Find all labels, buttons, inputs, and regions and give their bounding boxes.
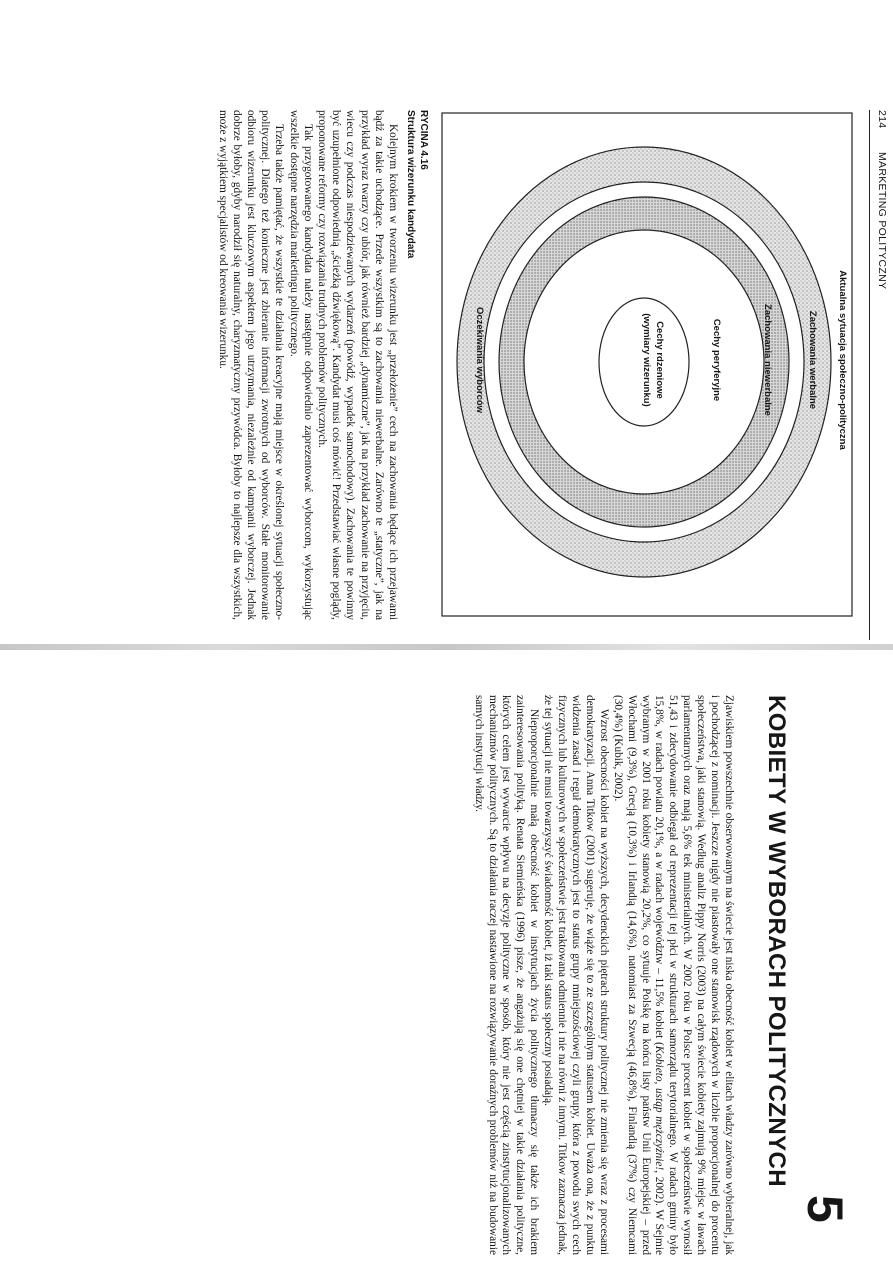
label-outer-situation: Aktualna sytuacja społeczno-polityczna [837, 270, 848, 450]
paragraph: Tak przygotowanego kandydata należy następnie odpowiednio zaprezentować wyborcom, wykorzystując wszelkie dostępne narzędzia marketingu politycznego. [287, 110, 314, 620]
running-head-rule [869, 110, 870, 640]
paragraph: Wzrost obecności kobiet na wyższych, decydenckich piętrach struktury politycznej nie zmienia się wraz z procesami demokratyzacji. Anna Titkow (2001) sugeruje, że wiąże się to ze szczególnym statusem kobiet. Uważa ona, że z punktu widzenia zasad i reguł demokratycznych jest to status grupy mniejszościowej czyli grupy, która z powodu swych cech fizycznych lub kulturowych w społeczeństwie jest traktowana odmiennie i nie na równi z innymi. Titkow zaznacza jednak, że tej sytuacji nie musi towarzyszyć świadomość kobiet, iż taki status społeczny posiadają. [542, 695, 610, 1255]
page-214 [40, 110, 890, 640]
label-nonverbal: Zachowania niewerbalne [762, 304, 773, 416]
top-page-body [215, 110, 400, 620]
caption-label: RYCINA 4.16 [418, 110, 429, 170]
running-head-title: MARKETING POLITYCZNY [876, 152, 888, 290]
chapter-title: KOBIETY W WYBORACH POLITYCZNYCH [763, 695, 790, 1187]
paragraph [610, 695, 735, 1255]
scan-gutter [0, 644, 893, 650]
running-head [870, 110, 890, 640]
label-voter-expectations: Oczekiwania wyborców [474, 306, 485, 414]
paragraph: Nieproporcjonalnie małą obecność kobiet w instytucjach życia politycznego tłumaczy się także ich brakiem zainteresowania polityką. Renata Siemieńska (1996) pisze, że angażują się one chętniej w takie działania polityczne, których celem jest wywarcie wpływu na decyzje polityczne w sposób, który nie jest częścią zinstytucjonalizowanych mechanizmów politycznych. Są to działania raczej nastawione na rozwiązywanie doraźnych problemów niż na budowanie samych instytucji władzy. [472, 695, 541, 1255]
label-peripheral: Cechy peryferyjne [711, 318, 722, 402]
chapter-5-page [25, 695, 885, 1255]
paragraph: Trzeba także pamiętać, że wszystkie te działania kreacyjne mają miejsce w określonej sytuacji społeczno-politycznej. Dlatego też konieczne jest zbieranie informacji zwrotnych od wyborców. Stałe monitorowanie odbioru wizerunku jest kluczowym aspektem jego utrzymania, niezależnie od kampanii wyborczej. Jednak dobrze byłoby, gdyby narodził się naturalny, charyzmatyczny przywódca. Byłoby to najlepsze dla wszystkich, może z wyjątkiem specjalistów od kreowania wizerunku. [216, 110, 286, 620]
paragraph: Kolejnym krokiem w tworzeniu wizerunku jest „przełożenie” cech na zachowania będące ich przejawami bądź za takie uchodzące. Przede wszystkim są to zachowania niewerbalne. Zarówno te „statyczne”, jak na przykład wyraz twarzy czy ubiór, jak również bardziej „dynamiczne”, jak na przykład zachowanie na przyjęciu, wiecu czy podczas niespodziewanych wydarzeń (powódź, wypadek samochodowy). Zachowania te powinny być uzupełnione odpowiednią „ścieżką dźwiękową”. Kandydat musi coś mówić! Przedstawiać własne poglądy, proponowane reformy czy rozwiązania trudnych problemów politycznych. [315, 110, 399, 620]
chapter-body [471, 695, 735, 1255]
paragraph-text: Zjawiskiem powszechnie obserwowanym na świecie jest niska obecność kobiet w elitach władzy zarówno wybieralnej, jak i pochodzącej z nominacji. Jeszcze nigdy nie piastowały one stanowisk rządowych w liczbie proporcjonalnej do procentu społeczeństwa, jaki stanowią. Według analiz Pippy Norris (2003) na całym świecie kobiety zajmują 9% miejsc w ławach parlamentarnych oraz mają 5,6% tek ministerialnych. W 2002 roku w Polsce procent kobiet w społeczeństwie wynosił 51,43 i zdecydowanie odbiegał od reprezentacji tej płci w strukturach samorządu terytorialnego. W radach gminy było 15,8%, w radach powiatu 20,1%, a w radach województw – 11,5% kobiet ( [653, 695, 735, 1255]
label-core-sub: (wymiary wizerunku) [641, 313, 652, 407]
figure-caption [404, 110, 430, 410]
label-verbal: Zachowania werbalne [807, 310, 818, 410]
figure-candidate-image-structure [440, 110, 860, 620]
caption-title: Struktura wizerunku kandydata [405, 110, 416, 259]
label-core: Cechy rdzeniowe [654, 321, 665, 399]
paragraph-text: , 2002). W Sejmie wybranym w 2001 roku kobiety stanowią 20,2%, co sytuuje Polskę na końcu listy państw Unii Europejskiej – przed Włochami (9,3%), Grecją (10,3%) i Irlandią (14,6%), natomiast za Szwecją (46,8%), Finlandią (37%) czy Niemcami (30,4%) (Kubik, 2002). [611, 695, 666, 1255]
citation-title: Kobieto, ustąp mężczyźnie! [653, 1045, 666, 1171]
page-number: 214 [876, 110, 888, 129]
chapter-number: 5 [797, 1195, 853, 1223]
